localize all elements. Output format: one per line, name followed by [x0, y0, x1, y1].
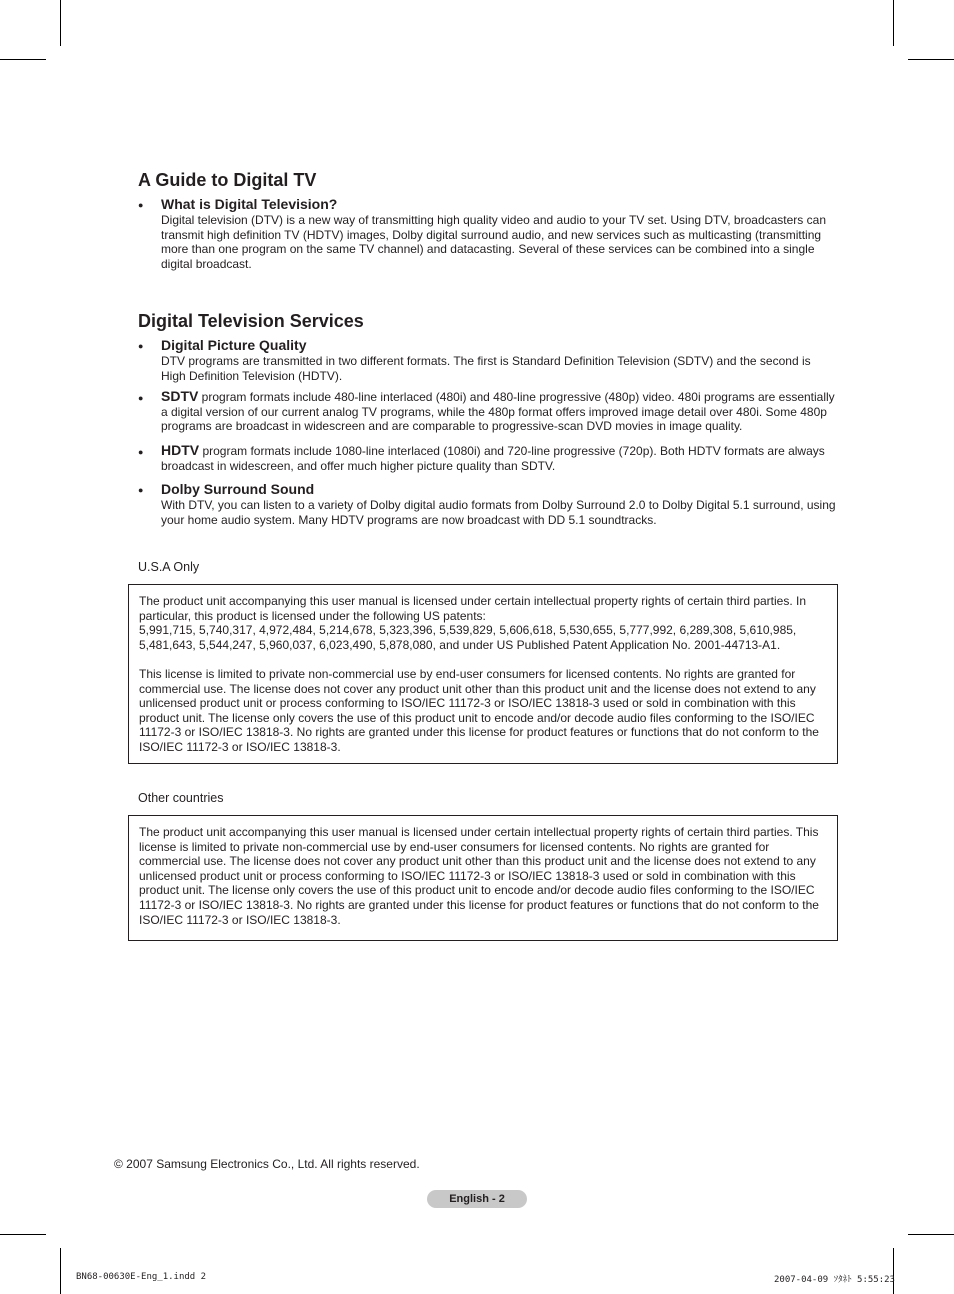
bullet-item-what-is-dtv: [138, 196, 838, 271]
item-title: Digital Picture Quality: [161, 337, 307, 353]
crop-mark: [60, 1248, 61, 1294]
bullet-item-hdtv: [138, 443, 838, 473]
bullet-icon: ●: [138, 200, 144, 210]
section-title-services: Digital Television Services: [138, 311, 364, 331]
date-slug: 2007-04-09 ｿﾀﾈﾄ 5:55:23: [774, 1275, 895, 1285]
license-paragraph: This license is limited to private non-commercial use by end-user consumers for licensed contents. No rights are granted for commercial use. The license does not cover any product unit other than this product unit and the license does not extend to any unlicensed product unit or process conforming to ISO/IEC 11172-3 or ISO/IEC 13818-3 used or sold in combination with this product unit. The license only covers the use of this product unit to encode and/or decode audio files conforming to the ISO/IEC 11172-3 or ISO/IEC 13818-3. No rights are granted under this license for product features or functions that do not conform to the ISO/IEC 11172-3 or ISO/IEC 13818-3.: [139, 666, 819, 754]
crop-mark: [893, 0, 894, 46]
item-text: program formats include 1080-line interlaced (1080i) and 720-line progressive (720p). Both HDTV formats are always broadcast in widescreen, and offer much higher picture quality than SDTV.: [161, 444, 825, 473]
copyright-notice: © 2007 Samsung Electronics Co., Ltd. All rights reserved.: [114, 1157, 420, 1171]
item-title: What is Digital Television?: [161, 196, 338, 212]
file-slug: BN68-00630E-Eng_1.indd 2: [76, 1272, 207, 1282]
item-text: With DTV, you can listen to a variety of Dolby digital audio formats from Dolby Surround 2.0 to Dolby Digital 5.1 surround, using your home audio system. Many HDTV programs are now broadcast with DD 5.1 soundtracks.: [161, 498, 836, 527]
item-text: Digital television (DTV) is a new way of transmitting high quality video and audio to your TV set. Using DTV, broadcasters can transmit high definition TV (HDTV) images, Dolby digital surround audio, and new services such as multicasting (transmitting more than one program on the same TV channel) and datacasting. Several of these services can be combined into a single digital broadcast.: [161, 213, 826, 271]
page-number-badge: English - 2: [427, 1190, 527, 1208]
usa-only-label: U.S.A Only: [138, 560, 200, 574]
other-license-box: [128, 815, 838, 941]
bullet-icon: ●: [138, 341, 144, 351]
item-title: Dolby Surround Sound: [161, 481, 315, 497]
item-title: SDTV: [161, 388, 199, 404]
bullet-icon: ●: [138, 447, 144, 457]
crop-mark: [60, 0, 61, 46]
paragraph-gap: [139, 652, 827, 667]
item-text: DTV programs are transmitted in two different formats. The first is Standard Definition Television (SDTV) and the second is High Definition Television (HDTV).: [161, 354, 811, 383]
license-paragraph: The product unit accompanying this user manual is licensed under certain intellectual property rights of certain third parties. This license is limited to private non-commercial use by end-user consumers for licensed contents. No rights are granted for commercial use. The license does not cover any product unit other than this product unit and the license does not extend to any unlicensed product unit or process conforming to ISO/IEC 11172-3 or ISO/IEC 13818-3 used or sold in combination with this product unit. The license only covers the use of this product unit to encode and/or decode audio files conforming to the ISO/IEC 11172-3 or ISO/IEC 13818-3. No rights are granted under this license for product features or functions that do not conform to the ISO/IEC 11172-3 or ISO/IEC 13818-3.: [139, 825, 819, 927]
bullet-icon: ●: [138, 393, 144, 403]
crop-mark: [908, 59, 954, 60]
item-title: HDTV: [161, 442, 200, 458]
crop-mark: [908, 1234, 954, 1235]
usa-license-box: [128, 584, 838, 764]
patent-list: 5,991,715, 5,740,317, 4,972,484, 5,214,678, 5,323,396, 5,539,829, 5,606,618, 5,530,655, 5,777,992, 6,289,308, 5,610,985, 5,481,643, 5,544,247, 5,960,037, 6,023,490, 5,878,080, and under US Published Patent Application No. 2001-44713-A1.: [139, 623, 797, 652]
bullet-item-picture-quality: [138, 337, 838, 383]
bullet-item-sdtv: [138, 389, 838, 434]
section-title-guide: A Guide to Digital TV: [138, 170, 317, 190]
bullet-icon: ●: [138, 485, 144, 495]
crop-mark: [0, 1234, 46, 1235]
crop-mark: [893, 1248, 894, 1294]
item-text: program formats include 480-line interlaced (480i) and 480-line progressive (480p) video. 480i programs are essentially a digital version of our current analog TV programs, while the 480p format offers improved image detail over 480i. Some 480p programs are broadcast in widescreen and are comparable to progressive-scan DVD movies in image quality.: [161, 390, 835, 434]
license-paragraph: The product unit accompanying this user manual is licensed under certain intellectual property rights of certain third parties. In particular, this product is licensed under the following US patents:: [139, 594, 807, 623]
other-countries-label: Other countries: [138, 791, 224, 805]
bullet-item-dolby: [138, 481, 838, 527]
crop-mark: [0, 59, 46, 60]
